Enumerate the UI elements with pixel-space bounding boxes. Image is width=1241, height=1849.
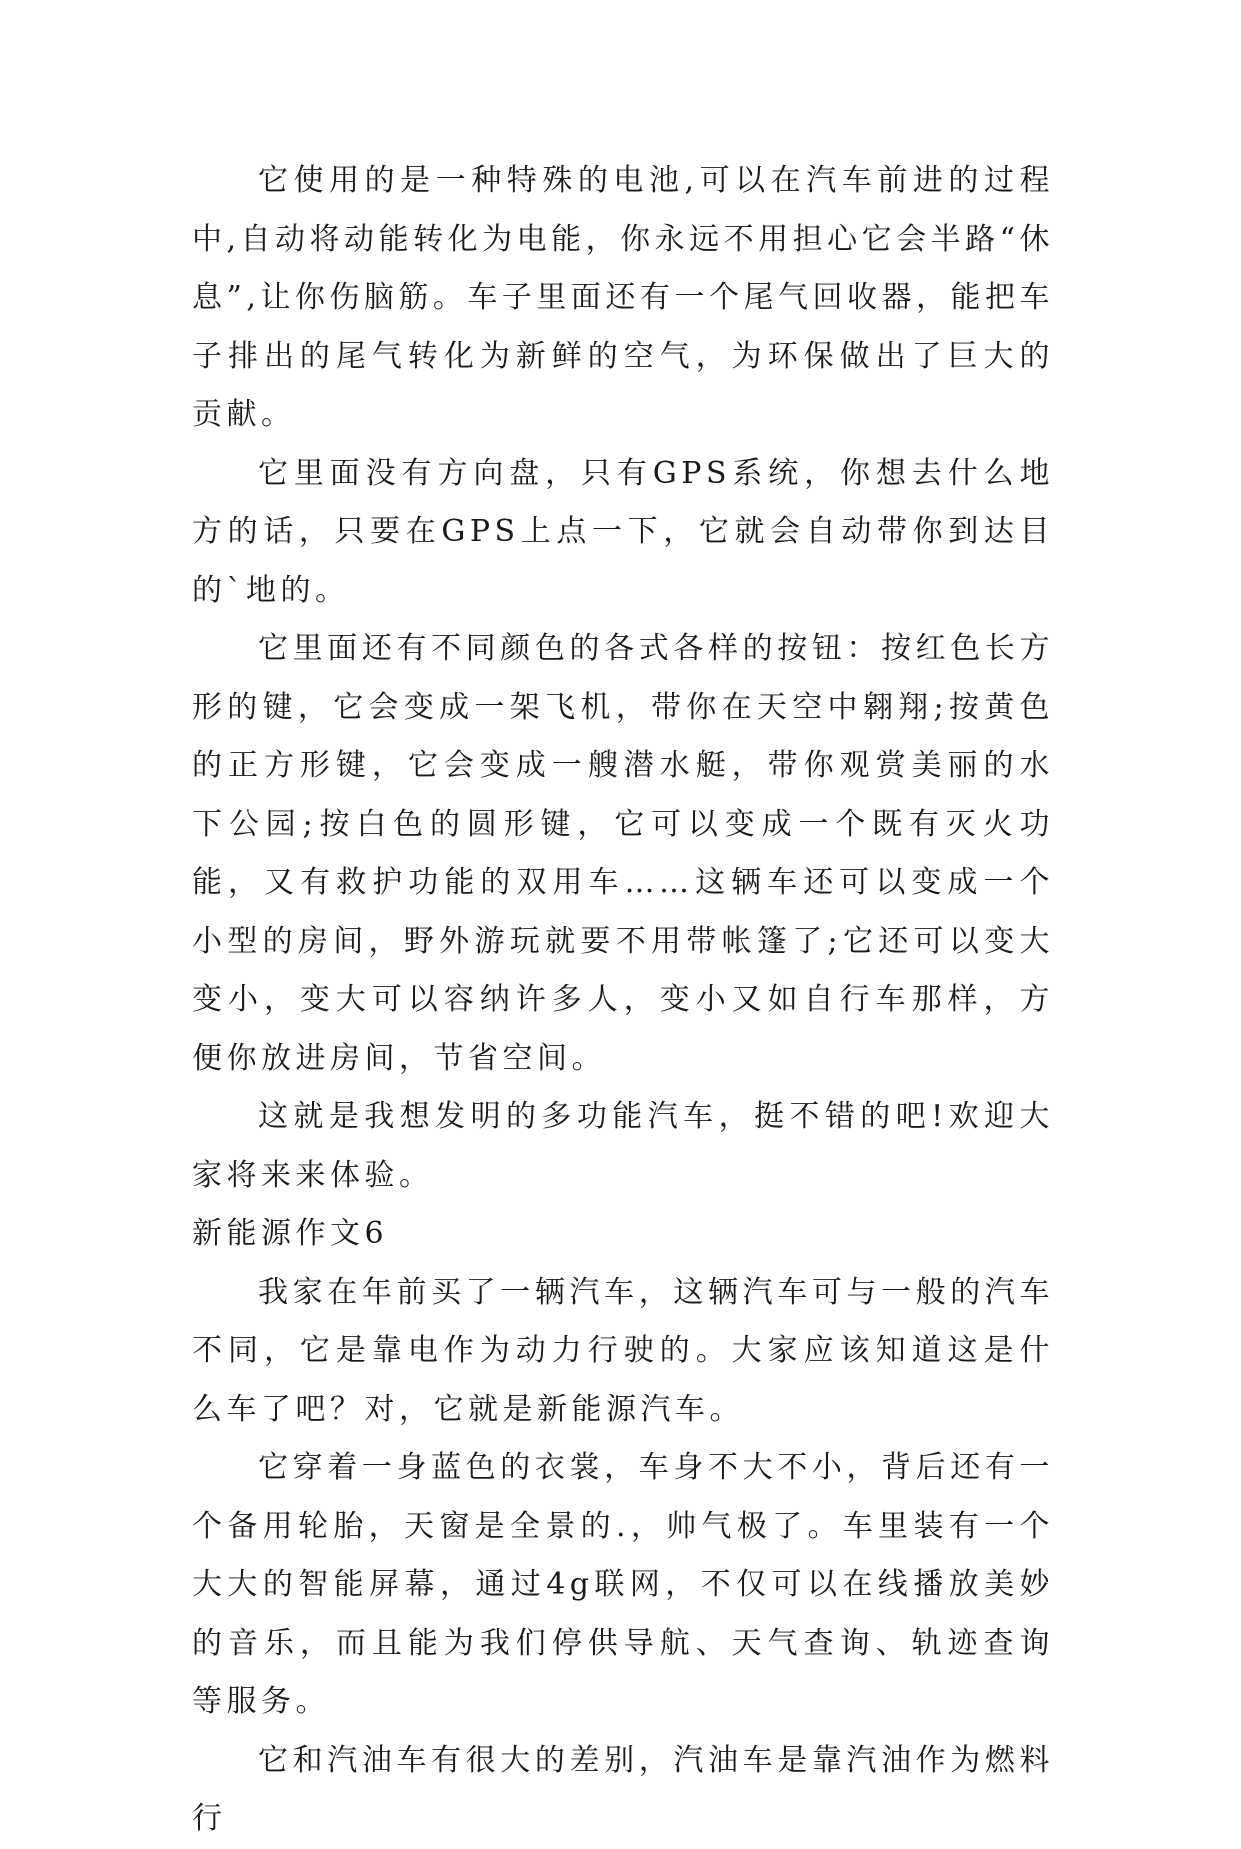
paragraph-difference: 它和汽油车有很大的差别，汽油车是靠汽油作为燃料行	[192, 1742, 1054, 1836]
paragraph-appearance: 它穿着一身蓝色的衣裳，车身不大不小，背后还有一个备用轮胎，天窗是全景的.，帅气极了。车里装有一个大大的智能屏幕，通过4g联网，不仅可以在线播放美妙的音乐，而且能为我们停供导航、天气查询、轨迹查询等服务。	[192, 1450, 1054, 1719]
paragraph-new-car: 我家在年前买了一辆汽车，这辆汽车可与一般的汽车不同，它是靠电作为动力行驶的。大家应该知道这是什么车了吧？对，它就是新能源汽车。	[192, 1274, 1054, 1427]
paragraph-conclusion: 这就是我想发明的多功能汽车，挺不错的吧!欢迎大家将来来体验。	[192, 1099, 1054, 1193]
paragraph-buttons: 它里面还有不同颜色的各式各样的按钮：按红色长方形的键，它会变成一架飞机，带你在天空中翱翔;按黄色的正方形键，它会变成一艘潜水艇，带你观赏美丽的水下公园;按白色的圆形键，它可以变成一个既有灭火功能，又有救护功能的双用车……这辆车还可以变成一个小型的房间，野外游玩就要不用带帐篷了;它还可以变大变小，变大可以容纳许多人，变小又如自行车那样，方便你放进房间，节省空间。	[192, 631, 1054, 1076]
paragraph-gps: 它里面没有方向盘，只有GPS系统，你想去什么地方的话，只要在GPS上点一下，它就会自动带你到达目的`地的。	[192, 455, 1054, 608]
document-body	[192, 152, 1054, 1849]
paragraph-battery: 它使用的是一种特殊的电池,可以在汽车前进的过程中,自动将动能转化为电能，你永远不用担心它会半路“休息”,让你伤脑筋。车子里面还有一个尾气回收器，能把车子排出的尾气转化为新鲜的空气，为环保做出了巨大的贡献。	[192, 163, 1054, 432]
section-title: 新能源作文6	[192, 1216, 389, 1251]
